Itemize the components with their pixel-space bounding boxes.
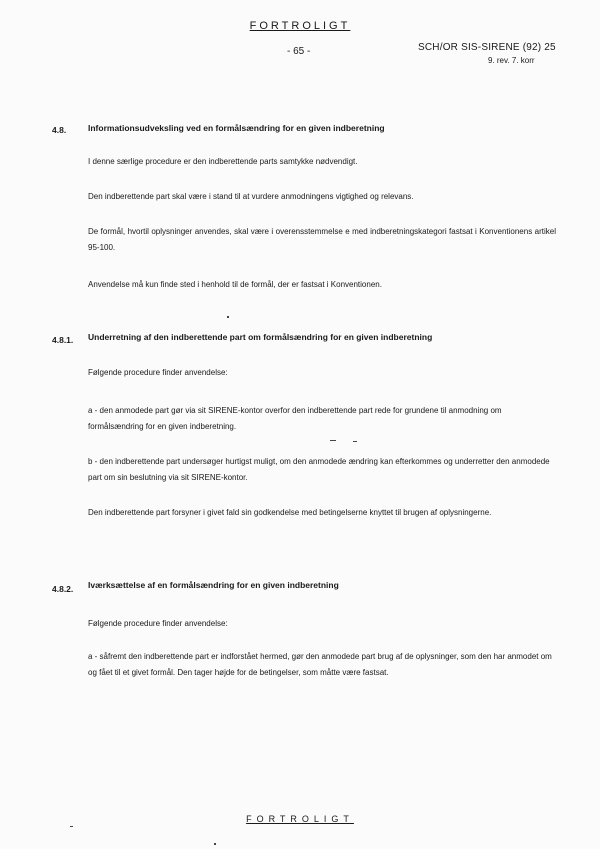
list-item: a - den anmodede part gør via sit SIRENE-kontor overfor den indberettende part rede for grundene til anmodning om formålsændring for en given indberetning. [88,406,502,431]
section-title: Iværksættelse af en formålsændring for en given indberetning [88,580,339,590]
section-title: Informationsudveksling ved en formålsændring for en given indberetning [88,123,385,133]
list-item: a - såfremt den indberettende part er indforstået hermed, gør den anmodede part brug af de oplysninger, som den har anmodet om og fået til et givet formål. Den tager højde for de betingelser, som måtte være fastsat. [88,652,552,677]
list-item: b - den indberettende part undersøger hurtigst muligt, om den anmodede ændring kan efterkommes og underretter den anmodede part om sin beslutning via sit SIRENE-kontor. [88,457,550,482]
scan-speck [70,826,73,827]
scan-speck [353,441,357,442]
paragraph: Den indberettende part skal være i stand til at vurdere anmodningens vigtighed og relevans. [88,192,414,201]
scan-speck [330,440,336,441]
revision-note: 9. rev. 7. korr [488,56,535,65]
section-number: 4.8.2. [52,584,74,594]
paragraph: Anvendelse må kun finde sted i henhold til de formål, der er fastsat i Konventionen. [88,280,382,289]
page-number: - 65 - [287,46,311,57]
section-number: 4.8.1. [52,335,74,345]
paragraph: I denne særlige procedure er den indberettende parts samtykke nødvendigt. [88,157,358,166]
procedure-intro: Følgende procedure finder anvendelse: [88,368,228,377]
confidential-footer: FORTROLIGT [246,814,354,824]
procedure-intro: Følgende procedure finder anvendelse: [88,619,228,628]
section-number: 4.8. [52,125,67,135]
scan-speck [227,316,229,318]
scan-speck [214,843,216,845]
paragraph: De formål, hvortil oplysninger anvendes, skal være i overensstemmelse e med indberetningskategori fastsat i Konventionens artikel 95-100. [88,227,556,252]
paragraph: Den indberettende part forsyner i givet fald sin godkendelse med betingelserne knyttet til brugen af oplysningerne. [88,508,492,517]
section-title: Underretning af den indberettende part om formålsændring for en given indberetning [88,332,433,342]
document-reference: SCH/OR SIS-SIRENE (92) 25 [418,42,556,53]
confidential-header: FORTROLIGT [249,20,351,32]
